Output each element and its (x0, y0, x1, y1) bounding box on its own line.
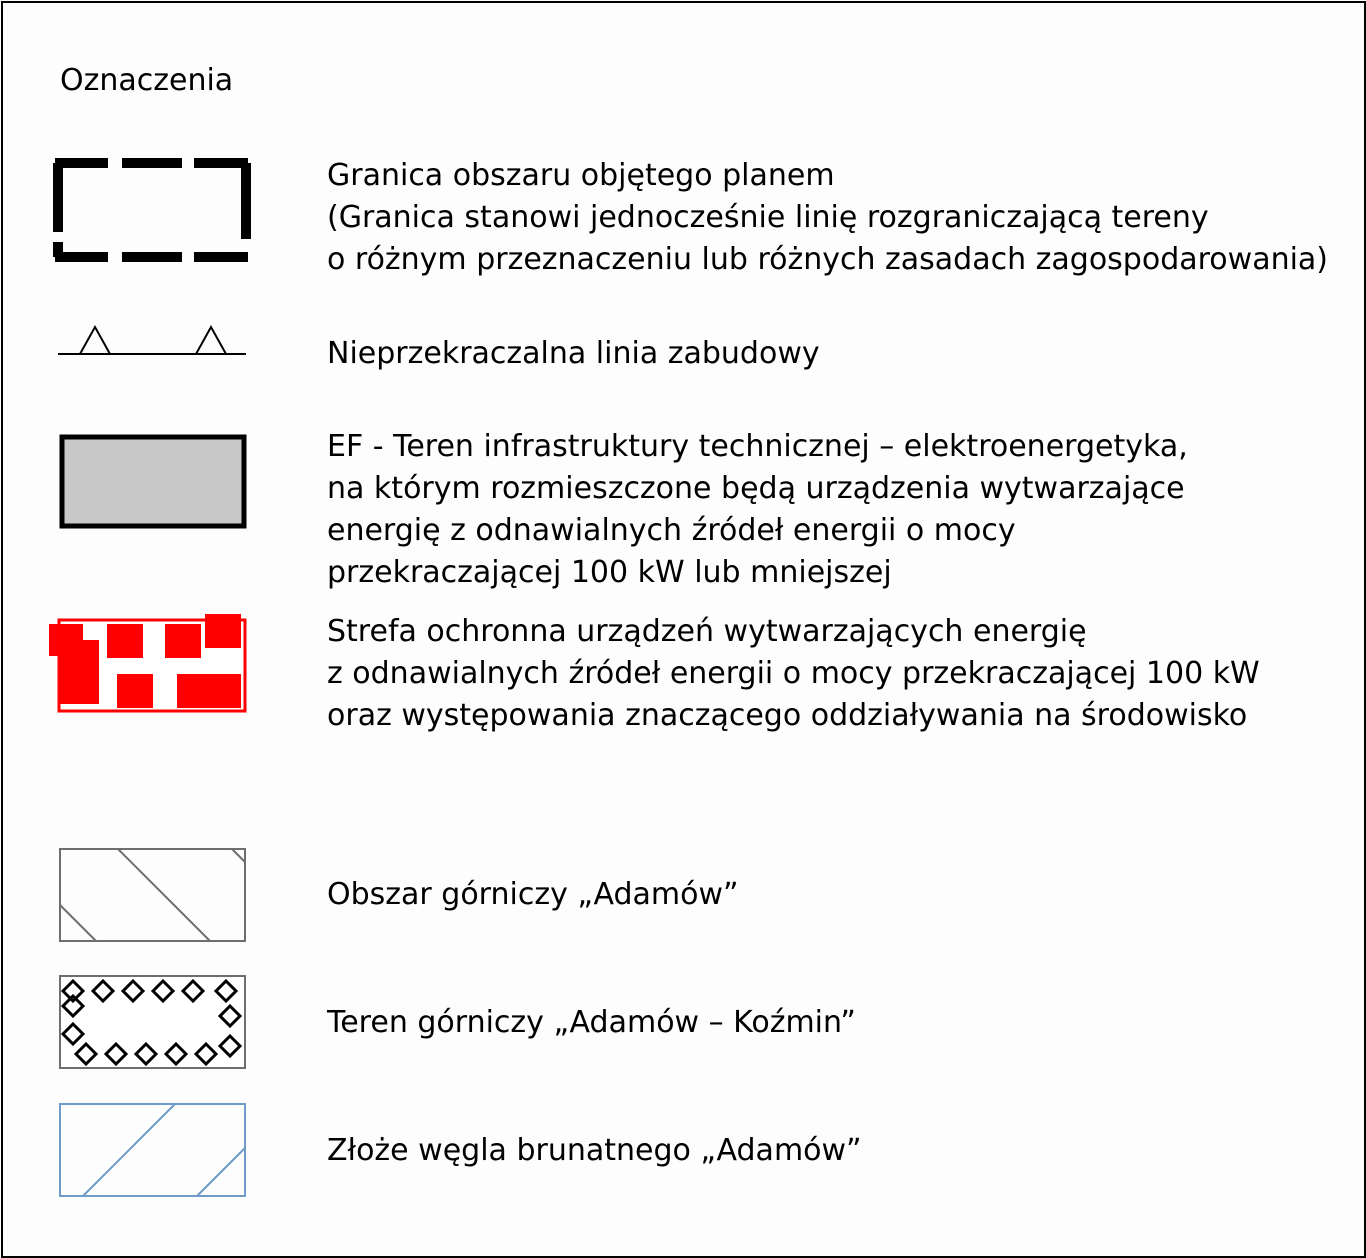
red-checkered-zone-icon (47, 612, 249, 716)
legend-item-mining-area-label (327, 874, 739, 916)
label-line: o różnym przeznaczeniu lub różnych zasadach zagospodarowania) (327, 242, 1329, 277)
legend-item-building-line-label (327, 333, 820, 375)
label-line: energię z odnawialnych źródeł energii o mocy (327, 513, 1016, 548)
legend-item-plan-boundary-label (327, 155, 1328, 281)
blue-hatched-rectangle-icon (58, 1102, 248, 1200)
dashed-boundary-icon (50, 154, 255, 268)
legend-item-ef-label (327, 426, 1188, 594)
legend-item-lignite-deposit-label (327, 1130, 862, 1172)
building-line-triangles-icon (58, 322, 248, 358)
label-line: Obszar górniczy „Adamów” (327, 877, 739, 912)
label-line: Teren górniczy „Adamów – Koźmin” (327, 1005, 856, 1040)
label-line: Strefa ochronna urządzeń wytwarzających energię (327, 614, 1087, 649)
label-line: Granica obszaru objętego planem (327, 158, 835, 193)
gray-hatched-rectangle-icon (58, 847, 248, 944)
legend-item-protection-zone-label (327, 611, 1260, 737)
label-line: przekraczającej 100 kW lub mniejszej (327, 555, 892, 590)
label-line: (Granica stanowi jednocześnie linię rozgraniczającą tereny (327, 200, 1209, 235)
gray-filled-rectangle-icon (59, 434, 247, 530)
label-line: na którym rozmieszczone będą urządzenia wytwarzające (327, 471, 1185, 506)
label-line: Nieprzekraczalna linia zabudowy (327, 336, 820, 371)
label-line: EF - Teren infrastruktury technicznej – elektroenergetyka, (327, 429, 1188, 464)
label-line: z odnawialnych źródeł energii o mocy przekraczającej 100 kW (327, 656, 1260, 691)
legend-title: Oznaczenia (60, 63, 234, 98)
label-line: oraz występowania znaczącego oddziaływania na środowisko (327, 698, 1248, 733)
legend-item-mining-terrain-label (327, 1002, 856, 1044)
diamond-pattern-rectangle-icon (58, 974, 248, 1072)
label-line: Złoże węgla brunatnego „Adamów” (327, 1133, 862, 1168)
